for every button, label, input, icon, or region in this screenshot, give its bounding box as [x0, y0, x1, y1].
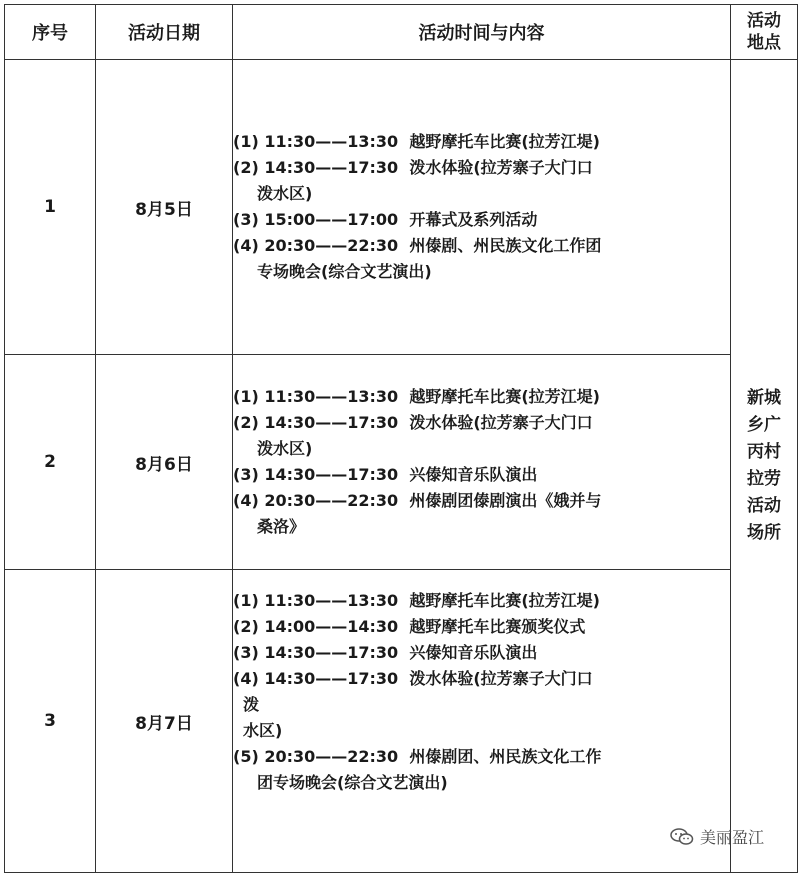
wechat-icon — [670, 828, 694, 846]
table-row — [5, 60, 798, 355]
table-row — [5, 355, 798, 570]
activity-line: (3) 15:00——17:00 开幕式及系列活动 — [233, 210, 538, 229]
activity-line: (2) 14:30——17:30 泼水体验(拉芳寨子大门口 — [233, 158, 593, 177]
activity-item — [233, 666, 730, 744]
activity-continuation: 团专场晚会(综合文艺演出) — [257, 773, 448, 792]
activity-item — [233, 488, 730, 540]
activity-continuation: 桑洛》 — [257, 517, 306, 536]
row-index: 1 — [5, 60, 96, 355]
activity-line: (3) 14:30——17:30 兴傣知音乐队演出 — [233, 643, 538, 662]
activity-item — [233, 614, 730, 640]
row-index: 2 — [5, 355, 96, 570]
activity-item — [233, 640, 730, 666]
activity-line: (1) 11:30——13:30 越野摩托车比赛(拉芳江堤) — [233, 591, 600, 610]
watermark — [670, 825, 764, 848]
activity-line: (2) 14:30——17:30 泼水体验(拉芳寨子大门口 — [233, 413, 593, 432]
activity-item — [233, 207, 730, 233]
activity-item — [233, 384, 730, 410]
row-date: 8月7日 — [96, 570, 233, 873]
activity-line: (1) 11:30——13:30 越野摩托车比赛(拉芳江堤) — [233, 132, 600, 151]
activity-continuation: 泼水区) — [257, 439, 313, 458]
activity-item — [233, 233, 730, 285]
activity-item — [233, 462, 730, 488]
activity-line: (2) 14:00——14:30 越野摩托车比赛颁奖仪式 — [233, 617, 586, 636]
header-row — [5, 5, 798, 60]
location-cell: 新城 乡广 丙村 拉劳 活动 场所 — [731, 60, 798, 873]
row-activities — [233, 570, 731, 873]
activity-item — [233, 410, 730, 462]
activity-line: (1) 11:30——13:30 越野摩托车比赛(拉芳江堤) — [233, 387, 600, 406]
row-index: 3 — [5, 570, 96, 873]
activity-item — [233, 588, 730, 614]
watermark-text: 美丽盈江 — [699, 828, 764, 847]
schedule-table — [4, 4, 798, 873]
activity-line: (4) 20:30——22:30 州傣剧团傣剧演出《娥并与 — [233, 491, 602, 510]
header-date: 活动日期 — [96, 5, 233, 60]
header-content: 活动时间与内容 — [233, 5, 731, 60]
activity-item — [233, 129, 730, 155]
activity-continuation: 专场晚会(综合文艺演出) — [257, 262, 432, 281]
activity-line: (5) 20:30——22:30 州傣剧团、州民族文化工作 — [233, 747, 602, 766]
header-location: 活动 地点 — [731, 5, 798, 60]
header-index: 序号 — [5, 5, 96, 60]
row-date: 8月5日 — [96, 60, 233, 355]
row-activities — [233, 355, 731, 570]
activity-continuation: 泼 水区) — [243, 695, 283, 740]
activity-item — [233, 744, 730, 796]
activity-line: (3) 14:30——17:30 兴傣知音乐队演出 — [233, 465, 538, 484]
activity-line: (4) 20:30——22:30 州傣剧、州民族文化工作团 — [233, 236, 602, 255]
row-activities — [233, 60, 731, 355]
activity-line: (4) 14:30——17:30 泼水体验(拉芳寨子大门口 — [233, 669, 593, 688]
activity-item — [233, 155, 730, 207]
activity-continuation: 泼水区) — [257, 184, 313, 203]
row-date: 8月6日 — [96, 355, 233, 570]
